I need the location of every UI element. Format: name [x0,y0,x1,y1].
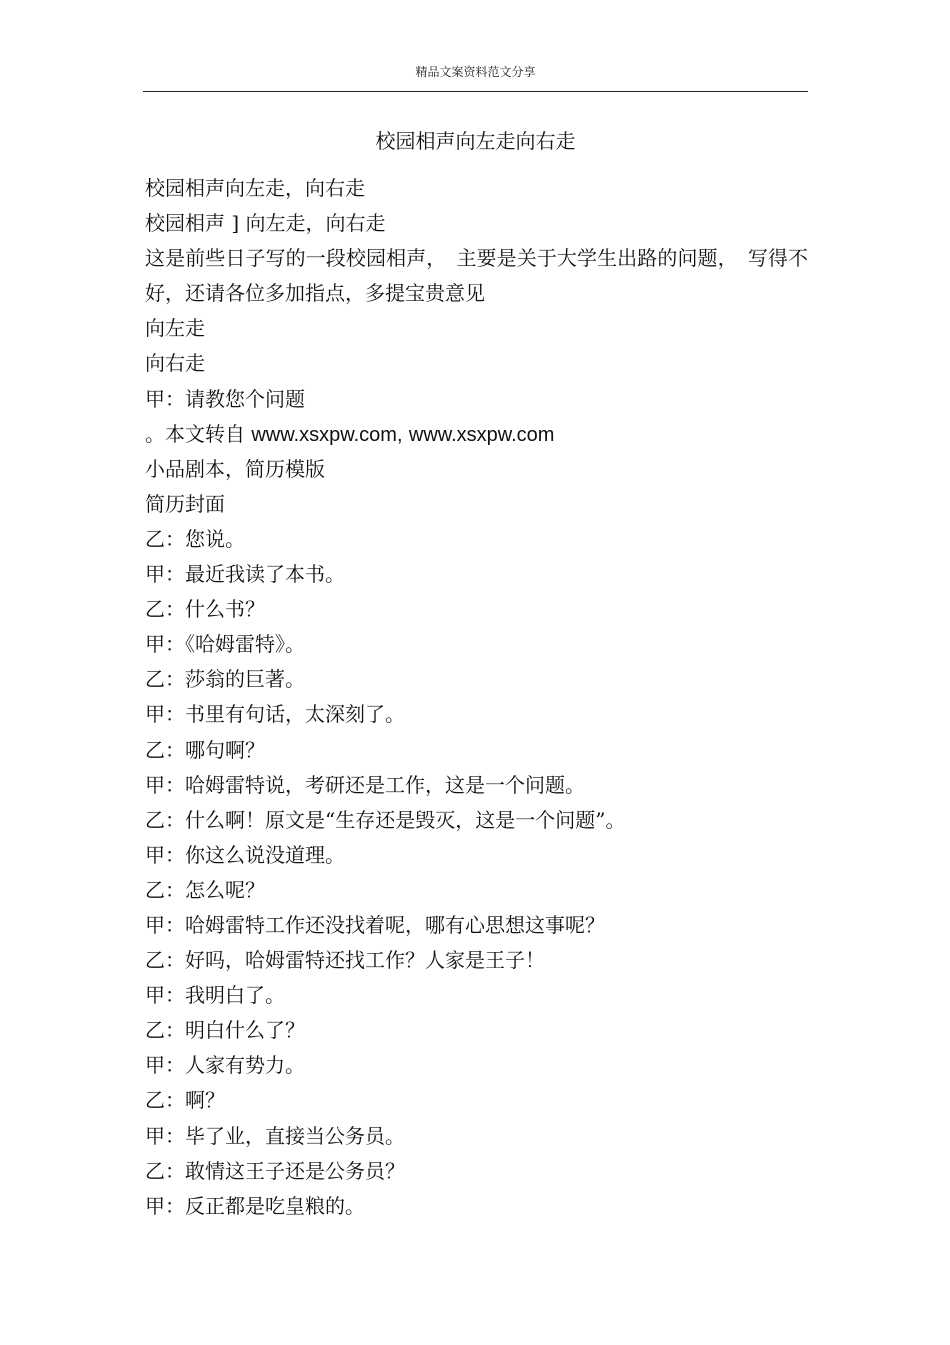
source-url-1[interactable]: www.xsxpw.com [251,423,397,446]
dialogue-line: 甲：书里有句话，太深刻了。 [145,702,405,727]
dialogue-line: 乙：什么书？ [145,597,265,622]
dialogue-line: 乙：您说。 [145,526,245,551]
dialogue-line: 甲：哈姆雷特工作还没找着呢，哪有心思想这事呢？ [145,912,605,937]
source-line [145,417,808,452]
text-line: 向右走 [145,351,205,376]
intro-paragraph: 这是前些日子写的一段校园相声， 主要是关于大学生出路的问题， 写得不好，还请各位多加指点，多提宝贵意见 [145,246,808,306]
dialogue-line: 小品剧本，简历模版 [145,456,325,481]
dialogue-line: 甲：最近我读了本书。 [145,562,345,587]
dialogue-line: 乙：哪句啊？ [145,737,265,762]
dialogue-line: 甲：你这么说没道理。 [145,842,345,867]
dialogue-line: 甲：毕了业，直接当公务员。 [145,1123,405,1148]
dialogue-line: 甲：反正都是吃皇粮的。 [145,1193,365,1218]
dialogue-line: 甲：人家有势力。 [145,1053,305,1078]
dialogue-line: 乙：好吗，哈姆雷特还找工作？人家是王子！ [145,948,545,973]
dialogue-line: 乙：明白什么了？ [145,1018,305,1043]
document-body [145,171,808,1224]
text-line: 校园相声 ] 向左走，向右走 [145,211,386,236]
source-prefix: 。本文转自 [145,421,245,446]
dialogue-list [145,452,808,1224]
source-separator: , [396,423,403,446]
page-header: 精品文案资料范文分享 [415,65,536,79]
dialogue-line: 甲：《哈姆雷特》。 [145,632,305,657]
dialogue-line: 甲：我明白了。 [145,983,285,1008]
dialogue-line: 乙：怎么呢？ [145,877,265,902]
text-line: 向左走 [145,316,205,341]
dialogue-line: 乙：什么啊！原文是“生存还是毁灭，这是一个问题”。 [145,807,626,832]
dialogue-line: 甲：请教您个问题 [145,386,305,411]
dialogue-line: 简历封面 [145,491,225,516]
dialogue-line: 乙：啊？ [145,1088,225,1113]
dialogue-line: 乙：莎翁的巨著。 [145,667,305,692]
header-rule [143,91,808,92]
dialogue-line: 甲：哈姆雷特说，考研还是工作，这是一个问题。 [145,772,585,797]
text-line: 校园相声向左走，向右走 [145,176,365,200]
document-title: 校园相声向左走向右走 [375,129,576,153]
dialogue-line: 乙：敢情这王子还是公务员？ [145,1158,405,1183]
source-url-2[interactable]: www.xsxpw.com [408,423,555,446]
